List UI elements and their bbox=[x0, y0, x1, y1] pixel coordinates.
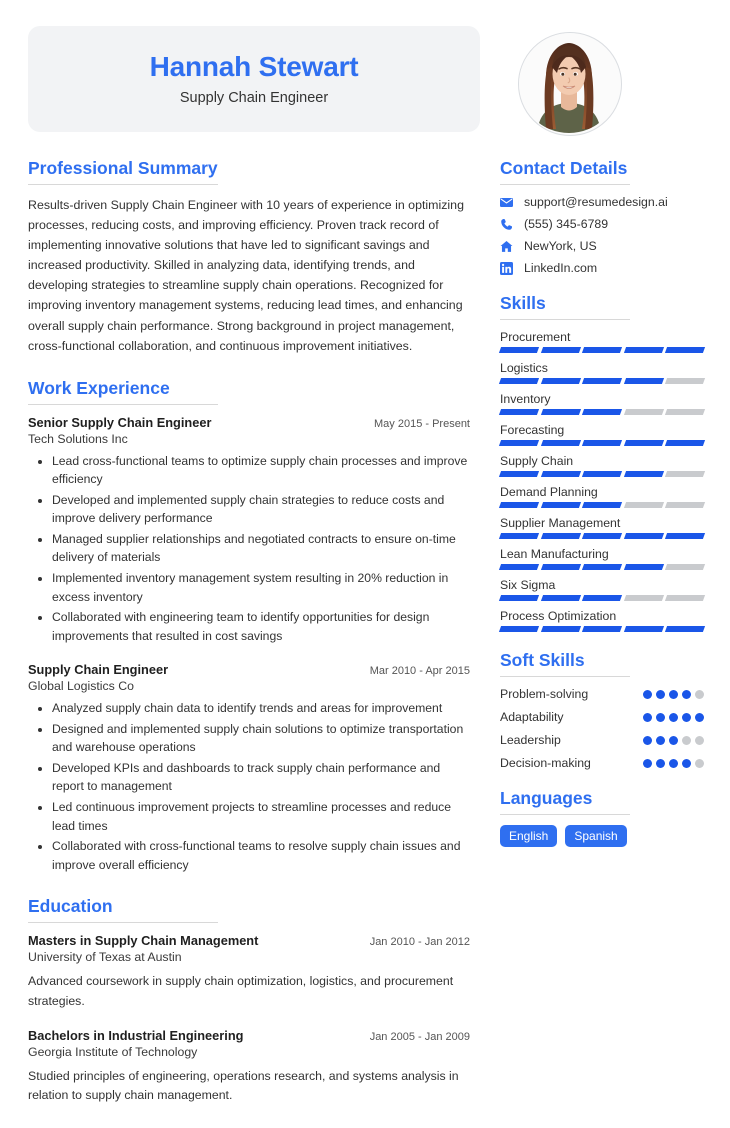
profile-photo-icon bbox=[519, 33, 619, 133]
skill-bar-segment bbox=[582, 595, 622, 601]
phone-icon bbox=[500, 218, 518, 231]
soft-skill-item bbox=[500, 756, 704, 770]
skill-label: Supply Chain bbox=[500, 454, 574, 468]
rating-dot bbox=[695, 713, 704, 722]
work-divider bbox=[28, 404, 218, 405]
summary-text: Results-driven Supply Chain Engineer with 10 years of experience in optimizing processes, reducing costs, and improving efficiency. Proven track record of implementing innovative solutions that have led to significant savings and increased productivity. Skilled in analyzing data, identifying trends, and developing strategies to streamline supply chain operations. Recognized for improving inventory management systems, reducing lead times, and enhancing overall supply chain performance. Strong background in project management, cross-functional collaboration, and continuous improvement initiatives. bbox=[28, 198, 464, 353]
section-contact-details bbox=[500, 158, 704, 275]
section-skills bbox=[500, 293, 704, 632]
rating-dot bbox=[682, 759, 691, 768]
skill-bar-segment bbox=[665, 595, 705, 601]
name-card bbox=[28, 26, 480, 132]
education-entry-description: Advanced coursework in supply chain optimization, logistics, and procurement strategies. bbox=[28, 974, 454, 1008]
soft-skills-heading-wrap bbox=[500, 650, 704, 677]
soft-skill-item bbox=[500, 733, 704, 747]
rating-dot bbox=[682, 690, 691, 699]
skill-bar-segment bbox=[665, 409, 705, 415]
education-entry-school: Georgia Institute of Technology bbox=[28, 1044, 198, 1059]
contact-item-email[interactable] bbox=[500, 195, 704, 209]
skill-bar-segment bbox=[541, 502, 581, 508]
rating-dot bbox=[643, 713, 652, 722]
skill-bar-segment bbox=[582, 471, 622, 477]
soft-skill-rating bbox=[643, 759, 704, 768]
summary-heading: Professional Summary bbox=[28, 158, 218, 178]
skill-bar-segment bbox=[624, 471, 664, 477]
linkedin-icon bbox=[500, 262, 518, 275]
languages-divider bbox=[500, 814, 630, 815]
soft-skill-item bbox=[500, 687, 704, 701]
skill-bar-segment bbox=[499, 347, 539, 353]
header-job-title: Supply Chain Engineer bbox=[179, 89, 329, 106]
rating-dot bbox=[643, 736, 652, 745]
skill-bar-segment bbox=[499, 502, 539, 508]
rating-dot bbox=[669, 713, 678, 722]
soft-skill-label: Problem-solving bbox=[500, 687, 589, 701]
contact-heading: Contact Details bbox=[500, 158, 628, 178]
rating-dot bbox=[669, 759, 678, 768]
skill-bar-segment bbox=[499, 533, 539, 539]
rating-dot bbox=[656, 759, 665, 768]
list-item: • Developed KPIs and dashboards to track supply chain performance and report to management bbox=[52, 759, 470, 796]
skill-bar-segment bbox=[582, 378, 622, 384]
skill-bar-segment bbox=[665, 378, 705, 384]
skill-item bbox=[500, 516, 704, 539]
languages-heading-wrap bbox=[500, 788, 704, 815]
education-heading-wrap bbox=[28, 896, 470, 923]
skill-bar-segment bbox=[499, 409, 539, 415]
education-entry bbox=[28, 933, 470, 1011]
skill-level-bar bbox=[500, 626, 704, 632]
skill-label: Six Sigma bbox=[500, 578, 556, 592]
skill-bar-segment bbox=[499, 626, 539, 632]
skill-bar-segment bbox=[541, 378, 581, 384]
section-work-experience bbox=[28, 378, 470, 874]
soft-skills-list bbox=[500, 687, 704, 770]
skill-item bbox=[500, 485, 704, 508]
contact-divider bbox=[500, 184, 630, 185]
skill-bar-segment bbox=[582, 533, 622, 539]
skills-list bbox=[500, 330, 704, 632]
education-entry-school: University of Texas at Austin bbox=[28, 950, 182, 965]
skill-label: Procurement bbox=[500, 330, 571, 344]
skill-bar-segment bbox=[624, 378, 664, 384]
education-entry-header bbox=[28, 933, 470, 948]
skill-bar-segment bbox=[582, 347, 622, 353]
skill-item bbox=[500, 423, 704, 446]
contact-email-value: support@resumedesign.ai bbox=[524, 195, 668, 209]
soft-skill-rating bbox=[643, 736, 704, 745]
work-entry bbox=[28, 662, 470, 874]
envelope-icon bbox=[500, 196, 518, 209]
contact-item-linkedin[interactable] bbox=[500, 261, 704, 275]
skill-bar-segment bbox=[582, 502, 622, 508]
skill-level-bar bbox=[500, 440, 704, 446]
contact-heading-wrap bbox=[500, 158, 704, 185]
skill-bar-segment bbox=[665, 347, 705, 353]
skill-bar-segment bbox=[541, 347, 581, 353]
section-education bbox=[28, 896, 470, 1106]
rating-dot bbox=[656, 690, 665, 699]
skill-bar-segment bbox=[541, 564, 581, 570]
skill-bar-segment bbox=[624, 564, 664, 570]
skill-bar-segment bbox=[665, 626, 705, 632]
rating-dot bbox=[656, 736, 665, 745]
skill-bar-segment bbox=[665, 440, 705, 446]
summary-heading-wrap bbox=[28, 158, 470, 185]
education-entry-date: Jan 2010 - Jan 2012 bbox=[369, 936, 470, 949]
language-badge: Spanish bbox=[565, 825, 626, 847]
skill-level-bar bbox=[500, 502, 704, 508]
resume-header bbox=[0, 0, 730, 136]
skills-divider bbox=[500, 319, 630, 320]
rating-dot bbox=[695, 690, 704, 699]
skill-bar-segment bbox=[582, 440, 622, 446]
skill-item bbox=[500, 330, 704, 353]
education-entry-title: Bachelors in Industrial Engineering bbox=[28, 1027, 244, 1043]
resume-body bbox=[0, 158, 730, 1128]
education-entry-title: Masters in Supply Chain Management bbox=[28, 933, 259, 949]
skill-bar-segment bbox=[665, 502, 705, 508]
page-title: Hannah Stewart bbox=[149, 51, 359, 83]
skill-bar-segment bbox=[541, 409, 581, 415]
education-entry-header bbox=[28, 1028, 470, 1043]
soft-skill-item bbox=[500, 710, 704, 724]
skill-label: Supplier Management bbox=[500, 516, 621, 530]
work-experience-heading: Work Experience bbox=[28, 377, 170, 398]
avatar bbox=[518, 32, 622, 136]
education-divider bbox=[28, 922, 218, 923]
work-entry-header bbox=[28, 415, 470, 430]
skill-level-bar bbox=[500, 409, 704, 415]
skill-bar-segment bbox=[541, 533, 581, 539]
skill-label: Process Optimization bbox=[500, 609, 617, 623]
skill-bar-segment bbox=[624, 595, 664, 601]
rating-dot bbox=[682, 736, 691, 745]
avatar-container bbox=[518, 32, 622, 136]
contact-phone-value: (555) 345-6789 bbox=[524, 217, 609, 231]
soft-skills-divider bbox=[500, 676, 630, 677]
list-item: • Analyzed supply chain data to identify trends and areas for improvement bbox=[52, 699, 470, 718]
skill-bar-segment bbox=[624, 347, 664, 353]
rating-dot bbox=[682, 713, 691, 722]
list-item: • Managed supplier relationships and negotiated contracts to ensure on-time delivery of materials bbox=[52, 530, 470, 567]
skill-bar-segment bbox=[499, 440, 539, 446]
sidebar-column bbox=[480, 158, 704, 1128]
section-soft-skills bbox=[500, 650, 704, 770]
skills-heading: Skills bbox=[500, 293, 546, 313]
skill-item bbox=[500, 578, 704, 601]
skill-bar-segment bbox=[665, 564, 705, 570]
contact-location-value: NewYork, US bbox=[524, 239, 597, 253]
rating-dot bbox=[695, 759, 704, 768]
skill-item bbox=[500, 609, 704, 632]
work-entry-title: Supply Chain Engineer bbox=[28, 662, 169, 678]
rating-dot bbox=[669, 736, 678, 745]
skill-item bbox=[500, 392, 704, 415]
contact-item-location[interactable] bbox=[500, 239, 704, 253]
languages-list bbox=[500, 825, 704, 847]
work-entry-date: Mar 2010 - Apr 2015 bbox=[369, 665, 470, 678]
skill-level-bar bbox=[500, 378, 704, 384]
work-entry-company: Tech Solutions Inc bbox=[28, 431, 128, 446]
rating-dot bbox=[656, 713, 665, 722]
skill-level-bar bbox=[500, 347, 704, 353]
skill-level-bar bbox=[500, 471, 704, 477]
skill-bar-segment bbox=[624, 409, 664, 415]
contact-linkedin-value: LinkedIn.com bbox=[524, 261, 598, 275]
list-item: • Developed and implemented supply chain strategies to reduce costs and improve delivery performance bbox=[52, 491, 470, 528]
soft-skill-label: Decision-making bbox=[500, 756, 591, 770]
skill-bar-segment bbox=[624, 626, 664, 632]
soft-skill-label: Leadership bbox=[500, 733, 561, 747]
entry-spacer bbox=[28, 649, 470, 662]
skills-heading-wrap bbox=[500, 293, 704, 320]
skill-bar-segment bbox=[582, 564, 622, 570]
skill-label: Demand Planning bbox=[500, 485, 598, 499]
skill-level-bar bbox=[500, 564, 704, 570]
rating-dot bbox=[643, 690, 652, 699]
skill-bar-segment bbox=[624, 533, 664, 539]
summary-divider bbox=[28, 184, 218, 185]
skill-bar-segment bbox=[665, 471, 705, 477]
soft-skill-label: Adaptability bbox=[500, 710, 564, 724]
work-entry bbox=[28, 415, 470, 645]
skill-bar-segment bbox=[665, 533, 705, 539]
work-entry-title: Senior Supply Chain Engineer bbox=[28, 414, 212, 430]
soft-skill-rating bbox=[643, 713, 704, 722]
home-icon bbox=[500, 240, 518, 253]
work-heading-wrap bbox=[28, 378, 470, 405]
work-entry-header bbox=[28, 662, 470, 677]
work-entry-bullets bbox=[28, 699, 470, 874]
work-entry-company: Global Logistics Co bbox=[28, 679, 134, 694]
soft-skill-rating bbox=[643, 690, 704, 699]
languages-heading: Languages bbox=[500, 788, 593, 808]
list-item: • Led continuous improvement projects to streamline processes and reduce lead times bbox=[52, 798, 470, 835]
work-entry-bullets bbox=[28, 452, 470, 645]
section-professional-summary bbox=[28, 158, 470, 356]
skill-bar-segment bbox=[499, 564, 539, 570]
skill-bar-segment bbox=[582, 626, 622, 632]
education-entry bbox=[28, 1028, 470, 1106]
main-column bbox=[28, 158, 480, 1128]
skill-label: Inventory bbox=[500, 392, 551, 406]
list-item: • Collaborated with engineering team to identify opportunities for design improvements that resulted in cost savings bbox=[52, 608, 470, 645]
skill-item bbox=[500, 454, 704, 477]
language-badge: English bbox=[500, 825, 557, 847]
rating-dot bbox=[643, 759, 652, 768]
work-entry-date: May 2015 - Present bbox=[374, 417, 470, 430]
rating-dot bbox=[669, 690, 678, 699]
skill-bar-segment bbox=[624, 502, 664, 508]
education-entry-description: Studied principles of engineering, operations research, and systems analysis in relation to supply chain management. bbox=[28, 1068, 459, 1103]
skill-level-bar bbox=[500, 595, 704, 601]
skill-label: Logistics bbox=[500, 361, 548, 375]
skill-bar-segment bbox=[499, 595, 539, 601]
skill-item bbox=[500, 547, 704, 570]
skill-bar-segment bbox=[582, 409, 622, 415]
soft-skills-heading: Soft Skills bbox=[500, 650, 585, 670]
list-item: • Collaborated with cross-functional teams to resolve supply chain issues and improve overall efficiency bbox=[52, 837, 470, 874]
education-heading: Education bbox=[28, 896, 113, 917]
skill-label: Lean Manufacturing bbox=[500, 547, 609, 561]
skill-level-bar bbox=[500, 533, 704, 539]
skill-bar-segment bbox=[541, 626, 581, 632]
skill-label: Forecasting bbox=[500, 423, 565, 437]
skill-bar-segment bbox=[541, 595, 581, 601]
entry-spacer bbox=[28, 1015, 470, 1028]
skill-bar-segment bbox=[541, 471, 581, 477]
skill-bar-segment bbox=[624, 440, 664, 446]
list-item: • Lead cross-functional teams to optimize supply chain processes and improve efficiency bbox=[52, 452, 470, 489]
list-item: • Implemented inventory management system resulting in 20% reduction in excess inventory bbox=[52, 569, 470, 606]
section-languages bbox=[500, 788, 704, 847]
contact-item-phone[interactable] bbox=[500, 217, 704, 231]
skill-bar-segment bbox=[499, 378, 539, 384]
rating-dot bbox=[695, 736, 704, 745]
education-entry-date: Jan 2005 - Jan 2009 bbox=[369, 1030, 470, 1043]
list-item: • Designed and implemented supply chain solutions to optimize transportation and warehouse operations bbox=[52, 720, 470, 757]
skill-bar-segment bbox=[499, 471, 539, 477]
skill-item bbox=[500, 361, 704, 384]
skill-bar-segment bbox=[541, 440, 581, 446]
